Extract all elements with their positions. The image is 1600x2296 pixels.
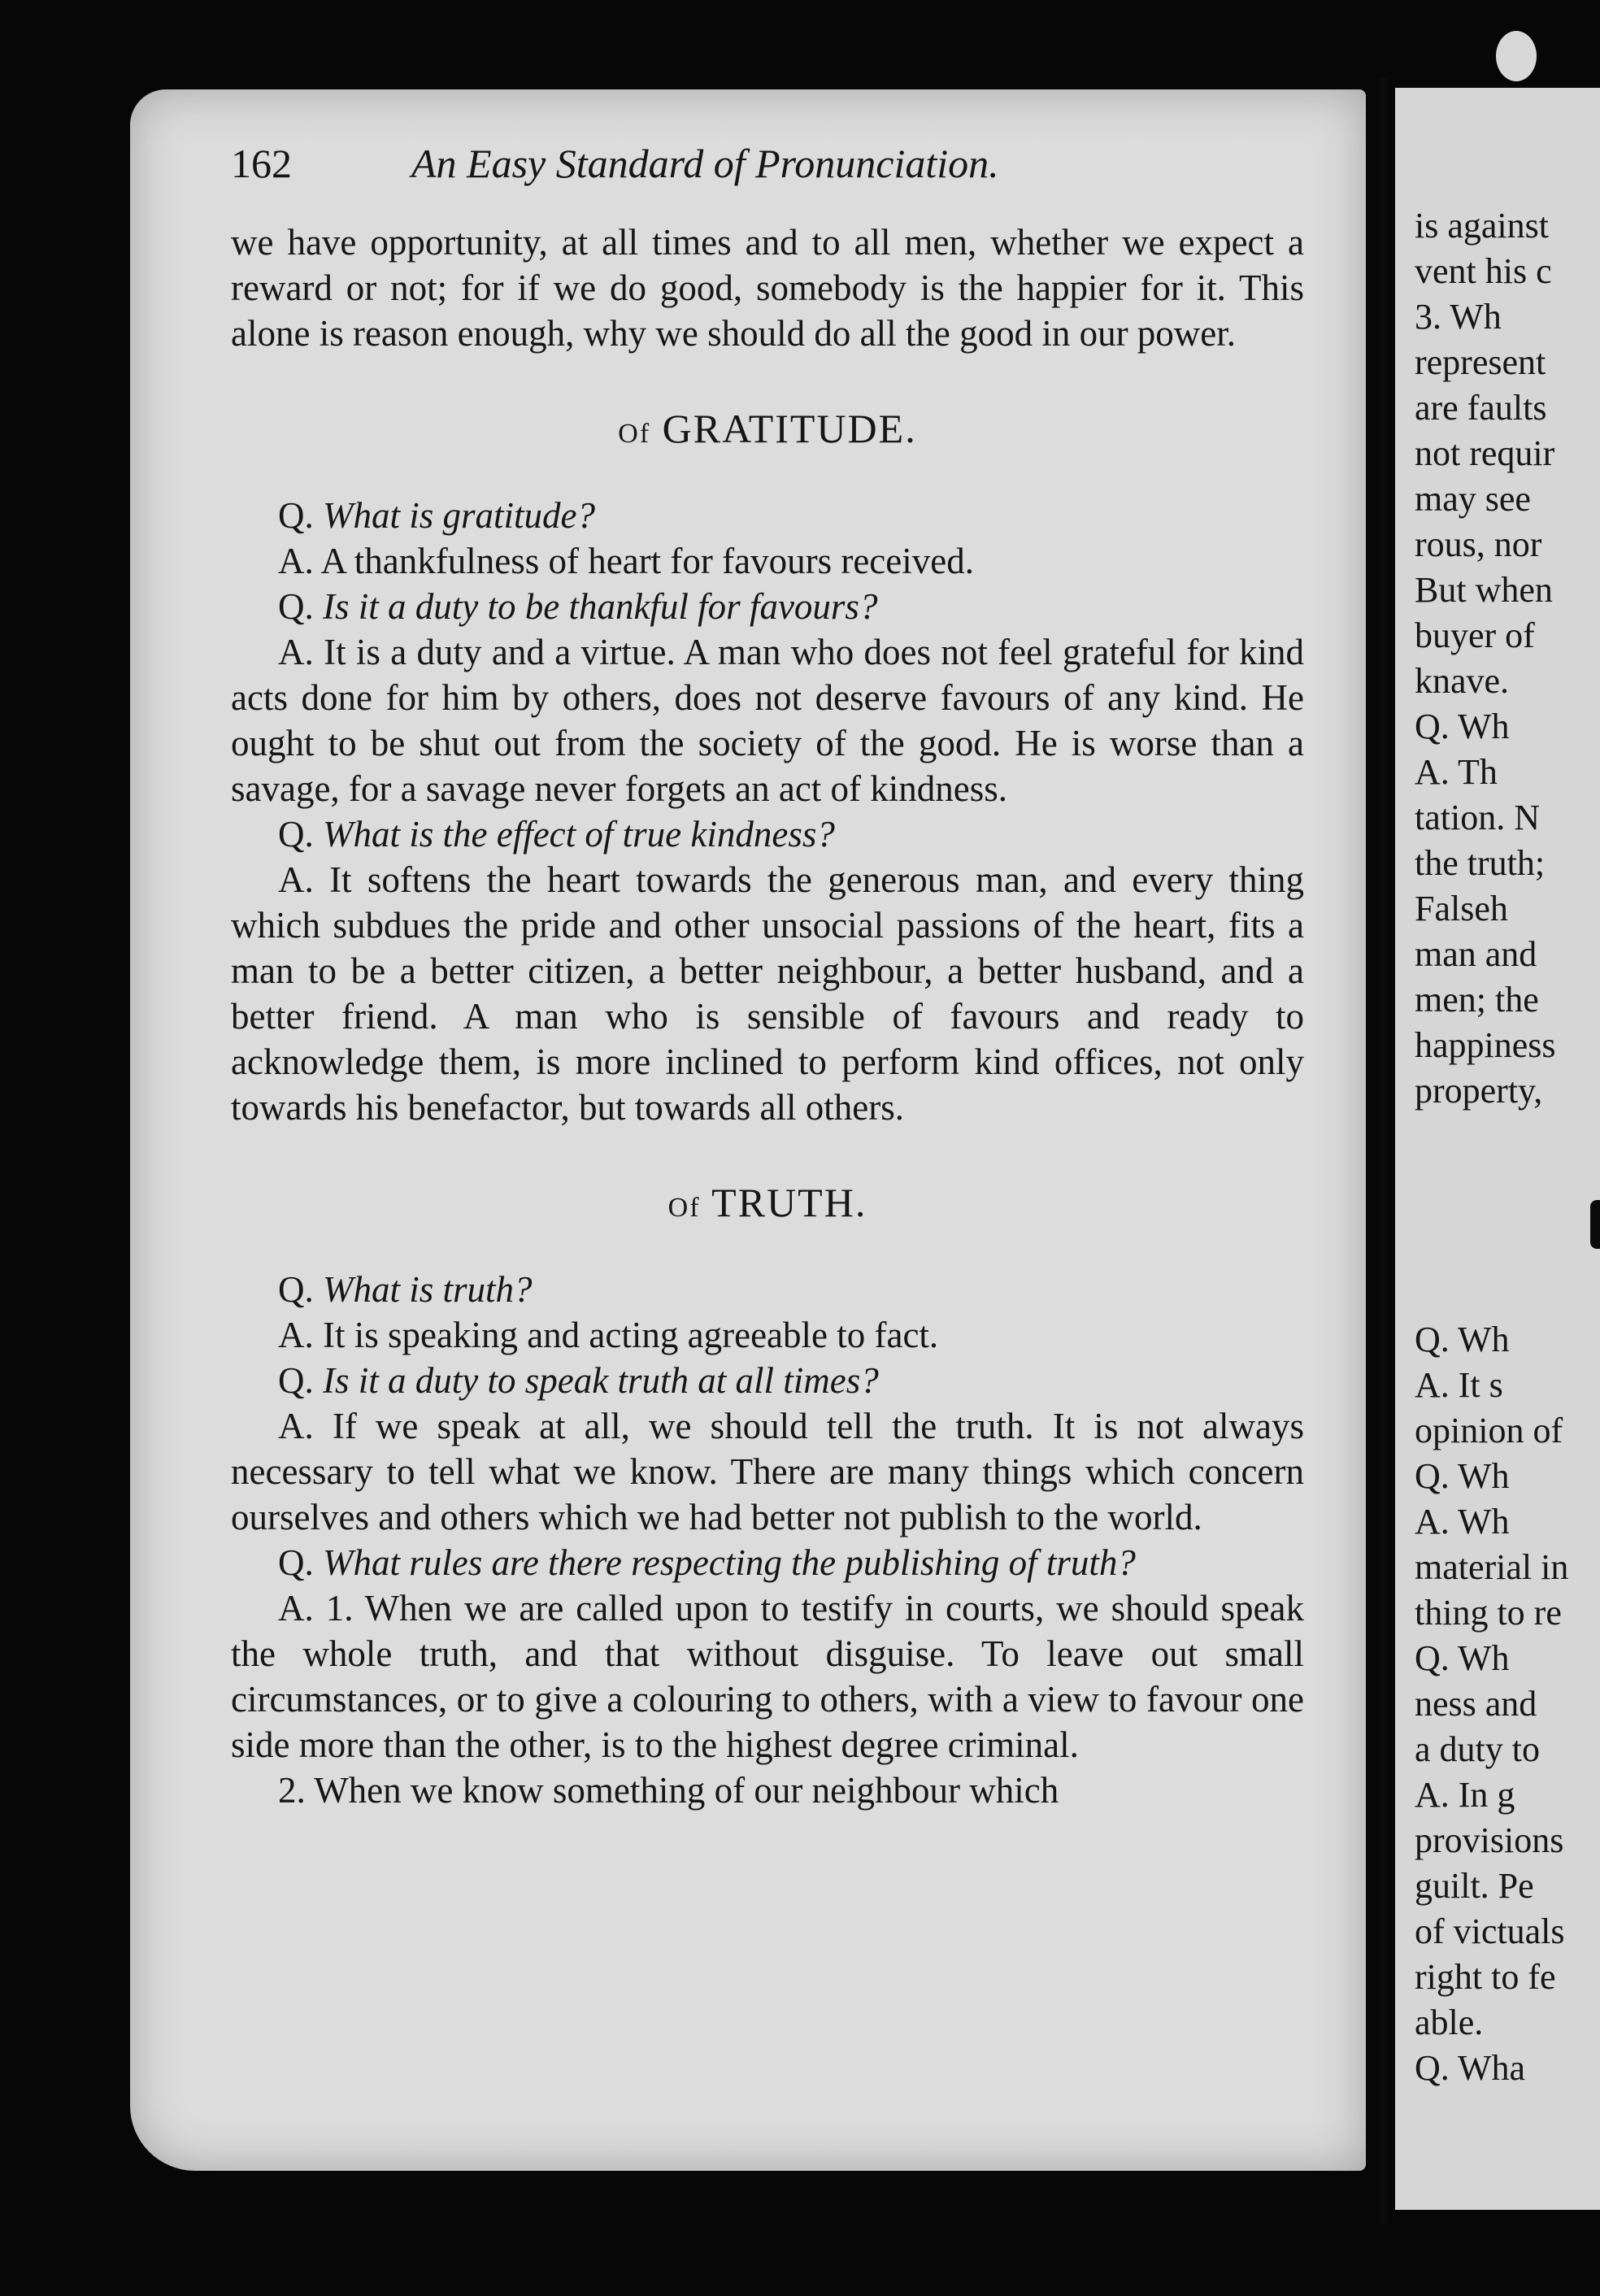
main-text: [231, 220, 1304, 1813]
opening-paragraph: we have opportunity, at all times and to all men, whether we expect a reward or not; for if we do good, somebody is the happier for it. This alone is reason enough, why we should do all the good in our power.: [231, 222, 1304, 354]
ink-blot: [1496, 31, 1537, 81]
facing-line: A. In g: [1415, 1775, 1515, 1815]
facing-line: ness and: [1415, 1684, 1537, 1724]
binding-gutter: [1379, 78, 1387, 2224]
facing-line: buyer of: [1415, 615, 1535, 655]
answer: A. It is speaking and acting agreeable to fact.: [278, 1315, 939, 1355]
question: Q. What is the effect of true kindness?: [278, 814, 835, 854]
facing-line: Q. Wha: [1415, 2048, 1526, 2088]
facing-line: provisions: [1415, 1820, 1564, 1860]
facing-line: happiness: [1415, 1025, 1556, 1065]
page-number: 162: [231, 141, 292, 186]
question: Q. What is truth?: [278, 1269, 533, 1310]
question: Q. What is gratitude?: [278, 495, 595, 536]
answer-continued: 2. When we know something of our neighbour which: [278, 1770, 1059, 1811]
facing-line: guilt. Pe: [1415, 1866, 1534, 1906]
facing-line: able.: [1415, 2002, 1484, 2042]
facing-line: thing to re: [1415, 1593, 1562, 1633]
facing-line: material in: [1415, 1547, 1569, 1587]
facing-line: men; the: [1415, 980, 1539, 1020]
facing-line: A. Wh: [1415, 1502, 1510, 1542]
facing-line: A. It s: [1415, 1365, 1503, 1405]
facing-page-text-bottom: [1415, 1317, 1600, 2091]
answer: A. 1. When we are called upon to testify in courts, we should speak the whole truth, and that without disguise. To leave out small circumstances, or to give a colouring to others, with a view to favour one side more than the other, is to the highest degree criminal.: [231, 1588, 1304, 1765]
facing-line: is against: [1415, 206, 1549, 246]
facing-line: Q. Wh: [1415, 707, 1510, 746]
facing-line: But when: [1415, 570, 1553, 610]
facing-line: are faults: [1415, 388, 1547, 428]
facing-line: the truth;: [1415, 843, 1546, 883]
facing-line: right to fe: [1415, 1957, 1556, 1997]
facing-line: opinion of: [1415, 1411, 1563, 1450]
facing-line: a duty to: [1415, 1729, 1540, 1769]
q-label: Q.: [278, 495, 314, 536]
facing-line: may see: [1415, 479, 1531, 519]
section-heading-truth: Of TRUTH.: [667, 1180, 867, 1225]
facing-line: 3. Wh: [1415, 297, 1502, 337]
answer: A. It softens the heart towards the generous man, and every thing which subdues the pride and other unsocial passions of the heart, fits a man to be a better citizen, a better neighbour, a better husband, and a better friend. A man who is sensible of favours and ready to acknowledge them, is more inclined to perform kind offices, not only towards his benefactor, but towards all others.: [231, 859, 1304, 1128]
facing-line: not requir: [1415, 433, 1555, 473]
answer: A. A thankfulness of heart for favours received.: [278, 541, 974, 581]
facing-page-text-top: [1415, 203, 1600, 1114]
facing-line: Q. Wh: [1415, 1320, 1510, 1359]
section-heading-gratitude: Of GRATITUDE.: [618, 406, 917, 451]
facing-line: property,: [1415, 1071, 1543, 1111]
running-head: [231, 140, 1223, 205]
facing-line: knave.: [1415, 661, 1510, 701]
question: Q. Is it a duty to speak truth at all times?: [278, 1360, 879, 1401]
question: Q. Is it a duty to be thankful for favours?: [278, 586, 878, 627]
facing-line: vent his c: [1415, 251, 1552, 291]
ornament: [1590, 1200, 1600, 1249]
facing-line: tation. N: [1415, 798, 1540, 837]
facing-line: Q. Wh: [1415, 1638, 1510, 1678]
facing-line: A. Th: [1415, 752, 1498, 792]
facing-line: Q. Wh: [1415, 1456, 1510, 1496]
facing-line: of victuals: [1415, 1911, 1565, 1951]
answer: A. If we speak at all, we should tell the truth. It is not always necessary to tell what we know. There are many things which concern ourselves and others which we had better not publish to the world.: [231, 1406, 1305, 1537]
answer: A. It is a duty and a virtue. A man who does not feel grateful for kind acts done for him by others, does not deserve favours of any kind. He ought to be shut out from the society of the good. He is worse than a savage, for a savage never forgets an act of kindness.: [231, 632, 1305, 809]
facing-line: Falseh: [1415, 889, 1508, 928]
question: Q. What rules are there respecting the publishing of truth?: [278, 1542, 1136, 1583]
facing-line: represent: [1415, 342, 1546, 382]
book-title: An Easy Standard of Pronunciation.: [411, 141, 999, 186]
facing-line: man and: [1415, 934, 1537, 974]
facing-line: rous, nor: [1415, 524, 1542, 564]
